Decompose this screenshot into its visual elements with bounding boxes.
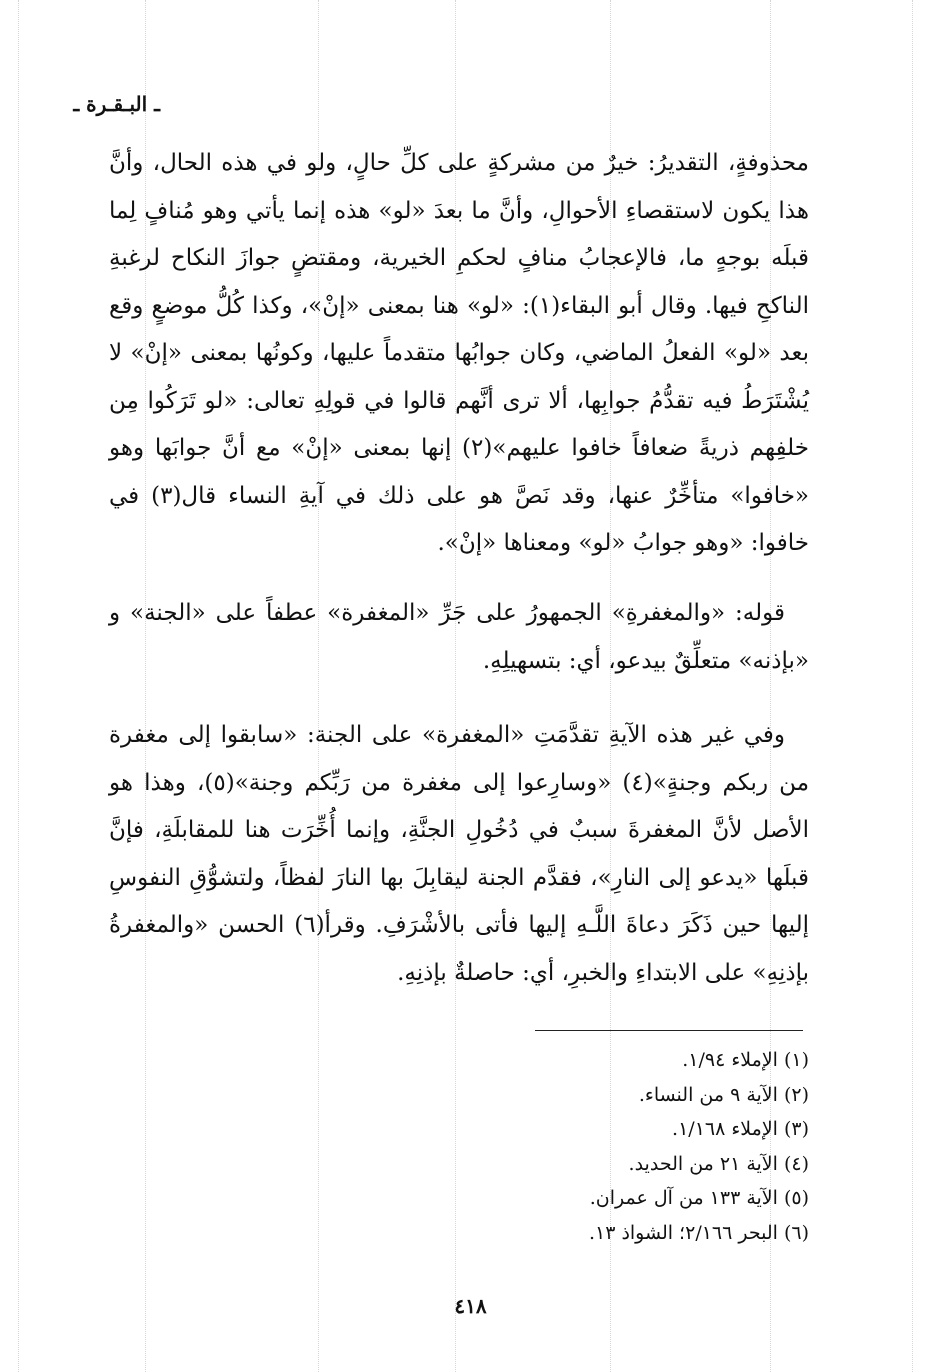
footnote-text: الإملاء ١/١٦٨. <box>672 1118 778 1140</box>
footnote-item <box>309 1078 809 1113</box>
footnote-text: البحر ٢/١٦٦؛ الشواذ ١٣. <box>588 1221 778 1244</box>
paragraph-text: محذوفةٍ، التقديرُ: خيرٌ من مشركةٍ على كلِّ حالٍ، ولو في هذه الحال، وأنَّ هذا يكون لاستقصاءِ الأحوالِ، وأنَّ ما بعدَ «لو» هذه إنما يأتي وهو مُنافٍ لِما قبلَه بوجهٍ ما، فالإعجابُ منافٍ لحكمِ الخيرية، ومقتضٍ جوازَ النكاح لرغبةِ الناكحِ فيها. وقال أبو البقاء(١): «لو» هنا بمعنى «إنْ»، وكذا كُلُّ موضعٍ وقع بعد «لو» الفعلُ الماضي، وكان جوابُها متقدماً عليها، وكونُها بمعنى «إنْ» لا يُشْتَرَطُ فيه تقدُّمُ جوابِها، ألا ترى أنَّهم قالوا في قولِهِ تعالى: «لو تَرَكُوا مِن خلفِهم ذريةً ضعافاً خافوا عليهم»(٢) إنها بمعنى «إنْ» مع أنَّ جوابَها وهو «خافوا» متأخِّرٌ عنها، وقد نَصَّ هو على ذلك في آيةِ النساء قال(٣) في خافوا: «وهو جوابُ «لو» ومعناها «إنْ». <box>109 150 810 556</box>
scan-artifact-line <box>912 0 913 1372</box>
footnote-item <box>309 1216 809 1251</box>
footnote-item <box>309 1147 809 1182</box>
page-number: ٤١٨ <box>454 1294 487 1318</box>
body-paragraph-3 <box>109 712 809 997</box>
running-header: ـ البـقـرة ـ <box>73 92 160 116</box>
footnote-text: الآية ٩ من النساء. <box>638 1083 778 1106</box>
footnote-text: الإملاء ١/٩٤. <box>682 1049 778 1071</box>
scan-artifact-line <box>18 0 19 1372</box>
footnote-item <box>309 1043 809 1078</box>
body-paragraph-2 <box>109 590 809 685</box>
paragraph-text: قوله: «والمغفرةِ» الجمهورُ على جَرِّ «المغفرة» عطفاً على «الجنة» و «بإذنه» متعلِّقٌ بيدعو، أي: بتسهيلِهِ. <box>109 600 809 674</box>
footnote-number: (٥) <box>783 1187 809 1209</box>
footnote-text: الآية ١٣٣ من آل عمران. <box>589 1187 778 1209</box>
paragraph-text: وفي غير هذه الآيةِ تقدَّمَتِ «المغفرة» على الجنة: «سابقوا إلى مغفرة من ربكم وجنةٍ»(٤) «وسارِعوا إلى مغفرة من رَبِّكم وجنة»(٥)، وهذا هو الأصل لأنَّ المغفرةَ سببٌ في دُخُولِ الجنَّةِ، وإنما أُخِّرَت هنا للمقابلَةِ، فإنَّ قبلَها «يدعو إلى النارِ»، فقدَّم الجنة ليقابِلَ بها النارَ لفظاً، ولتشوُّقِ النفوسِ إليها حين ذَكَرَ دعاةَ اللَّـهِ إليها فأتى بالأشْرَفِ. وقرأ(٦) الحسن «والمغفرةُ بإذنِهِ» على الابتداءِ والخبرِ، أي: حاصلةٌ بإذنِهِ. <box>109 722 810 986</box>
footnote-number: (٤) <box>783 1152 809 1175</box>
footnote-divider <box>535 1030 803 1031</box>
footnote-item <box>309 1181 809 1216</box>
footnote-number: (٦) <box>783 1221 809 1244</box>
footnote-number: (٢) <box>783 1083 809 1106</box>
footnotes-list <box>309 1043 809 1250</box>
footnote-text: الآية ٢١ من الحديد. <box>628 1152 778 1175</box>
footnote-number: (١) <box>783 1049 809 1071</box>
footnote-item <box>309 1112 809 1147</box>
body-paragraph-1 <box>109 140 809 568</box>
footnote-number: (٣) <box>783 1118 809 1140</box>
